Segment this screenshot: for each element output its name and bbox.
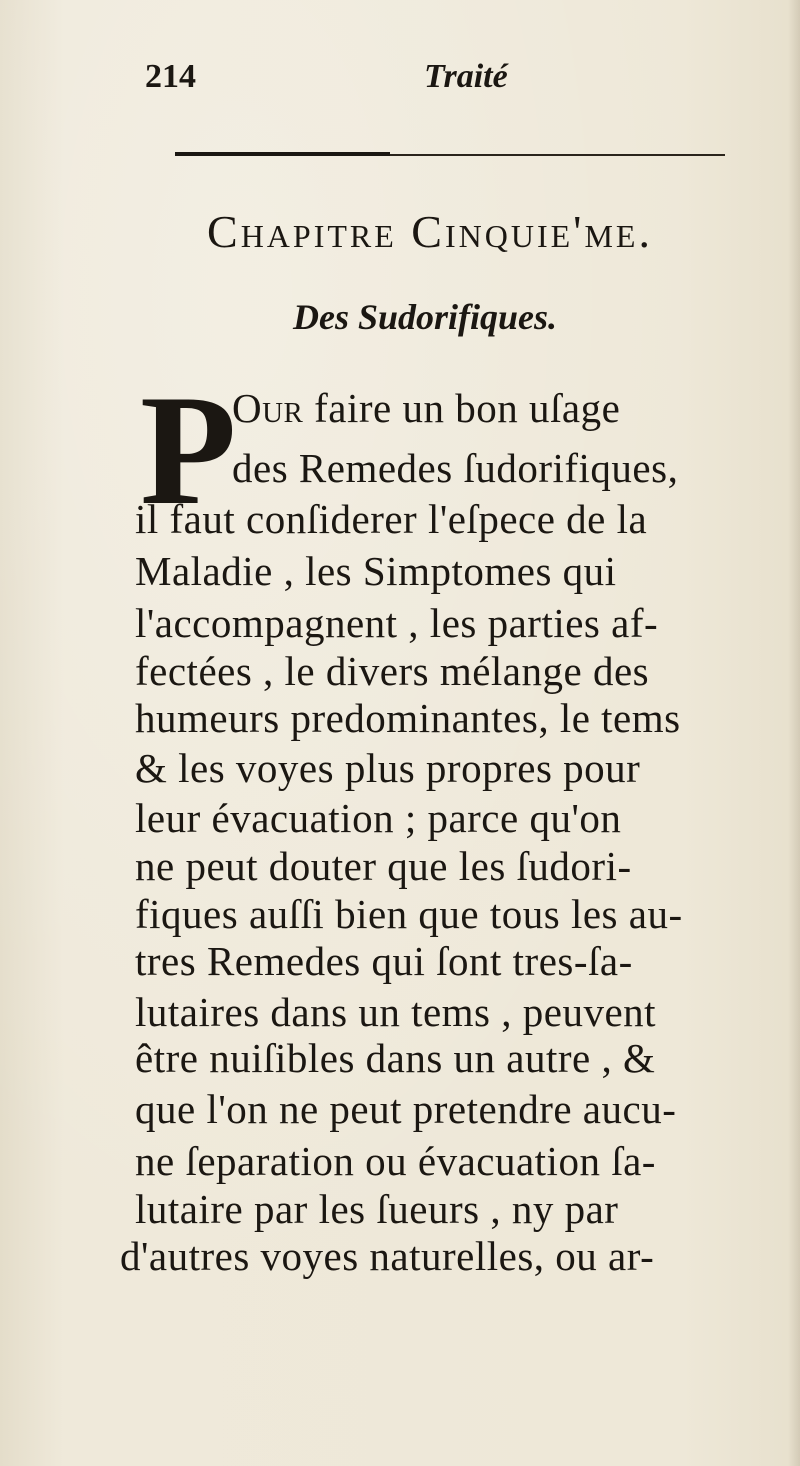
text-line-14: être nuiſibles dans un autre , & xyxy=(135,1035,656,1081)
drop-cap: P xyxy=(140,363,237,538)
text-line-1-rest: faire un bon uſage xyxy=(303,385,621,431)
text-line-2: des Remedes ſudorifiques, xyxy=(232,445,679,491)
text-line-10: ne peut douter que les ſudori- xyxy=(135,843,632,889)
text-line-15: que l'on ne peut pretendre aucu- xyxy=(135,1086,677,1132)
header-rule xyxy=(175,152,725,156)
header-rule-thin xyxy=(390,154,725,156)
text-line-17: lutaire par les ſueurs , ny par xyxy=(135,1186,619,1232)
text-line-12: tres Remedes qui ſont tres-ſa- xyxy=(135,938,633,984)
chapter-title: Chapitre Cinquie'me. xyxy=(207,206,653,257)
text-line-4: Maladie , les Simptomes qui xyxy=(135,548,617,594)
text-line-3: il faut conſiderer l'eſpece de la xyxy=(135,496,648,542)
text-line-16: ne ſeparation ou évacuation ſa- xyxy=(135,1138,656,1184)
text-line-7: humeurs predominantes, le tems xyxy=(135,695,681,741)
running-title: Traité xyxy=(424,58,508,95)
text-line-8: & les voyes plus propres pour xyxy=(135,745,641,791)
header-rule-thick xyxy=(175,152,390,156)
text-line-9: leur évacuation ; parce qu'on xyxy=(135,795,622,841)
section-title: Des Sudorifiques. xyxy=(292,297,558,337)
text-line-11: fiques auſſi bien que tous les au- xyxy=(135,891,683,937)
text-line-18: d'autres voyes naturelles, ou ar- xyxy=(120,1233,655,1279)
text-line-5: l'accompagnent , les parties af- xyxy=(135,600,659,646)
page-number: 214 xyxy=(145,58,196,95)
text-line-6: fectées , le divers mélange des xyxy=(135,648,650,694)
text-line-1 xyxy=(232,384,620,432)
running-head xyxy=(0,58,800,108)
text-line-13: lutaires dans un tems , peuvent xyxy=(135,989,657,1035)
first-word-smallcaps: Our xyxy=(232,385,304,431)
